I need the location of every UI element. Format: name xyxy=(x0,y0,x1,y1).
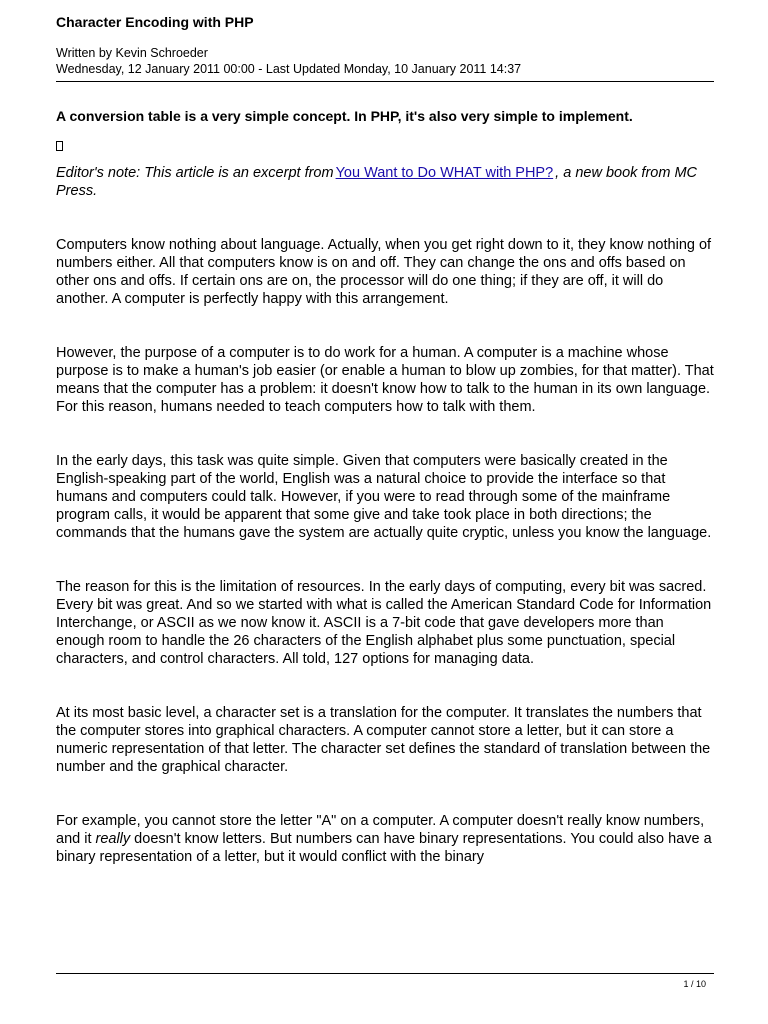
author-line: Written by Kevin Schroeder xyxy=(56,46,208,60)
editor-note xyxy=(56,164,716,200)
date-line: Wednesday, 12 January 2011 00:00 - Last Updated Monday, 10 January 2011 14:37 xyxy=(56,62,522,76)
header-divider xyxy=(56,81,714,82)
book-link[interactable]: You Want to Do WHAT with PHP? xyxy=(335,165,554,181)
article-body xyxy=(56,164,716,866)
paragraph-2: However, the purpose of a computer is to do work for a human. A computer is a machine whose purpose is to make a human's job easier (or enable a human to blow up zombies, for that matter). That means that the computer has a problem: it doesn't know how to talk to the human in its own language. For this reason, humans needed to teach computers how to talk with them. xyxy=(56,345,714,415)
page-number: 1 / 10 xyxy=(683,979,706,989)
paragraph-6-part-1: For example, you cannot store the letter "A" on a computer. A computer doesn't really know numbers, and it xyxy=(56,813,705,847)
editor-note-suffix: , a new book from MC Press. xyxy=(56,165,697,199)
paragraph-4: The reason for this is the limitation of resources. In the early days of computing, every bit was sacred. Every bit was great. And so we started with what is called the American Standard Code for Information Interchange, or ASCII as we now know it. ASCII is a 7-bit code that gave developers more than enough room to handle the 26 characters of the English alphabet plus some punctuation, special characters, and control characters. All told, 127 options for managing data. xyxy=(56,579,712,667)
article-meta xyxy=(56,45,521,77)
paragraph-5: At its most basic level, a character set is a translation for the computer. It translates the numbers that the computer stores into graphical characters. A computer cannot store a letter, but it can store a numeric representation of that letter. The character set defines the standard of translation between the number and the graphical character. xyxy=(56,705,711,775)
footer-divider xyxy=(56,973,714,974)
paragraph-3: In the early days, this task was quite simple. Given that computers were basically created in the English-speaking part of the world, English was a natural choice to provide the interface so that humans and computers could talk. However, if you were to read through some of the mainframe program calls, it would be apparent that some give and take took place in both directions; the commands that the humans gave the system are actually quite cryptic, unless you know the language. xyxy=(56,453,712,541)
paragraph-1: Computers know nothing about language. Actually, when you get right down to it, they know nothing of numbers either. All that computers know is on and off. They can change the ons and offs based on other ons and offs. If certain ons are on, the processor will do one thing; if they are off, it will do another. A computer is perfectly happy with this arrangement. xyxy=(56,237,712,307)
document-page xyxy=(56,0,714,1024)
lead-sentence: A conversion table is a very simple concept. In PHP, it's also very simple to implement. xyxy=(56,108,633,124)
missing-glyph-icon xyxy=(56,141,63,151)
editor-note-prefix: Editor's note: This article is an excerpt from xyxy=(56,165,334,181)
document-title: Character Encoding with PHP xyxy=(56,14,254,30)
paragraph-6-part-2: doesn't know letters. But numbers can have binary representations. You could also have a binary representation of a letter, but it would conflict with the binary xyxy=(56,831,712,865)
paragraph-6 xyxy=(56,812,716,866)
paragraph-6-emphasis: really xyxy=(95,831,131,847)
